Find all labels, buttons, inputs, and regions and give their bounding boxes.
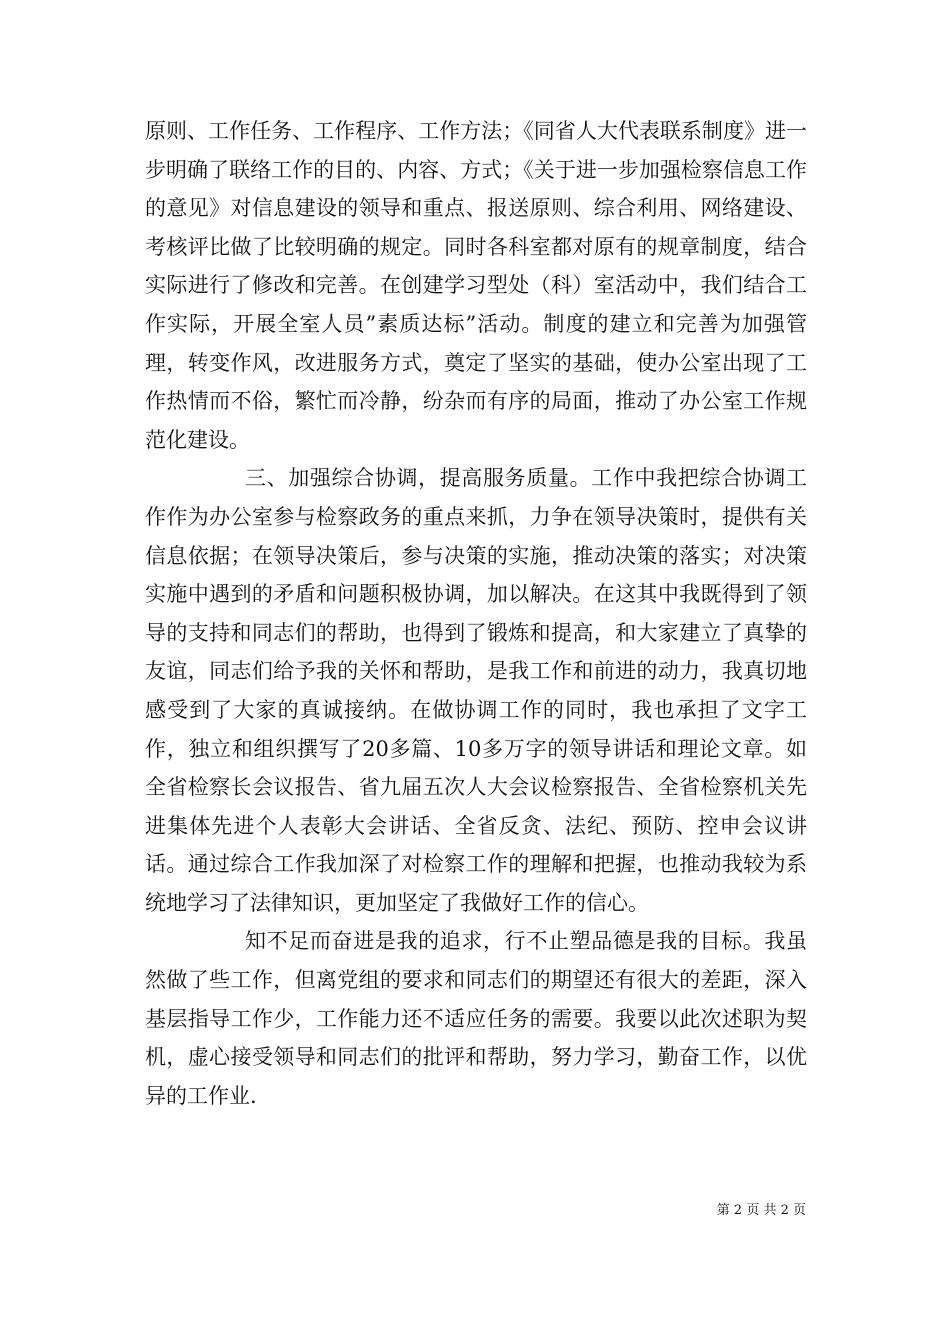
paragraph-conclusion: 知不足而奋进是我的追求，行不止塑品德是我的目标。我虽然做了些工作，但离党组的要求和同志们的期望还有很大的差距，深入基层指导工作少，工作能力还不适应任务的需要。我要以此次述职为契机，虚心接受领导和同志们的批评和帮助，努力学习，勤奋工作，以优异的工作业. <box>145 929 807 1108</box>
document-body <box>145 112 807 1115</box>
paragraph-continuation: 原则、工作任务、工作程序、工作方法；《同省人大代表联系制度》进一步明确了联络工作的目的、内容、方式；《关于进一步加强检察信息工作的意见》对信息建设的领导和重点、报送原则、综合利用、网络建设、考核评比做了比较明确的规定。同时各科室都对原有的规章制度，结合实际进行了修改和完善。在创建学习型处（科）室活动中，我们结合工作实际，开展全室人员”素质达标”活动。制度的建立和完善为加强管理，转变作风，改进服务方式，奠定了坚实的基础，使办公室出现了工作热情而不俗，繁忙而冷静，纷杂而有序的局面，推动了办公室工作规范化建设。 <box>145 119 807 452</box>
page-number-footer: 第 2 页 共 2 页 <box>716 1203 806 1218</box>
paragraph-comprehensive-coordination: 三、加强综合协调，提高服务质量。工作中我把综合协调工作作为办公室参与检察政务的重点来抓，力争在领导决策时，提供有关信息依据；在领导决策后，参与决策的实施，推动决策的落实；对决策实施中遇到的矛盾和问题积极协调，加以解决。在这其中我既得到了领导的支持和同志们的帮助，也得到了锻炼和提高，和大家建立了真挚的友谊，同志们给予我的关怀和帮助，是我工作和前进的动力，我真切地感受到了大家的真诚接纳。在做协调工作的同时，我也承担了文字工作，独立和组织撰写了20多篇、10多万字的领导讲话和理论文章。如全省检察长会议报告、省九届五次人大会议检察报告、全省检察机关先进集体先进个人表彰大会讲话、全省反贪、法纪、预防、控申会议讲话。通过综合工作我加深了对检察工作的理解和把握，也推动我较为系统地学习了法律知识，更加坚定了我做好工作的信心。 <box>145 466 807 915</box>
